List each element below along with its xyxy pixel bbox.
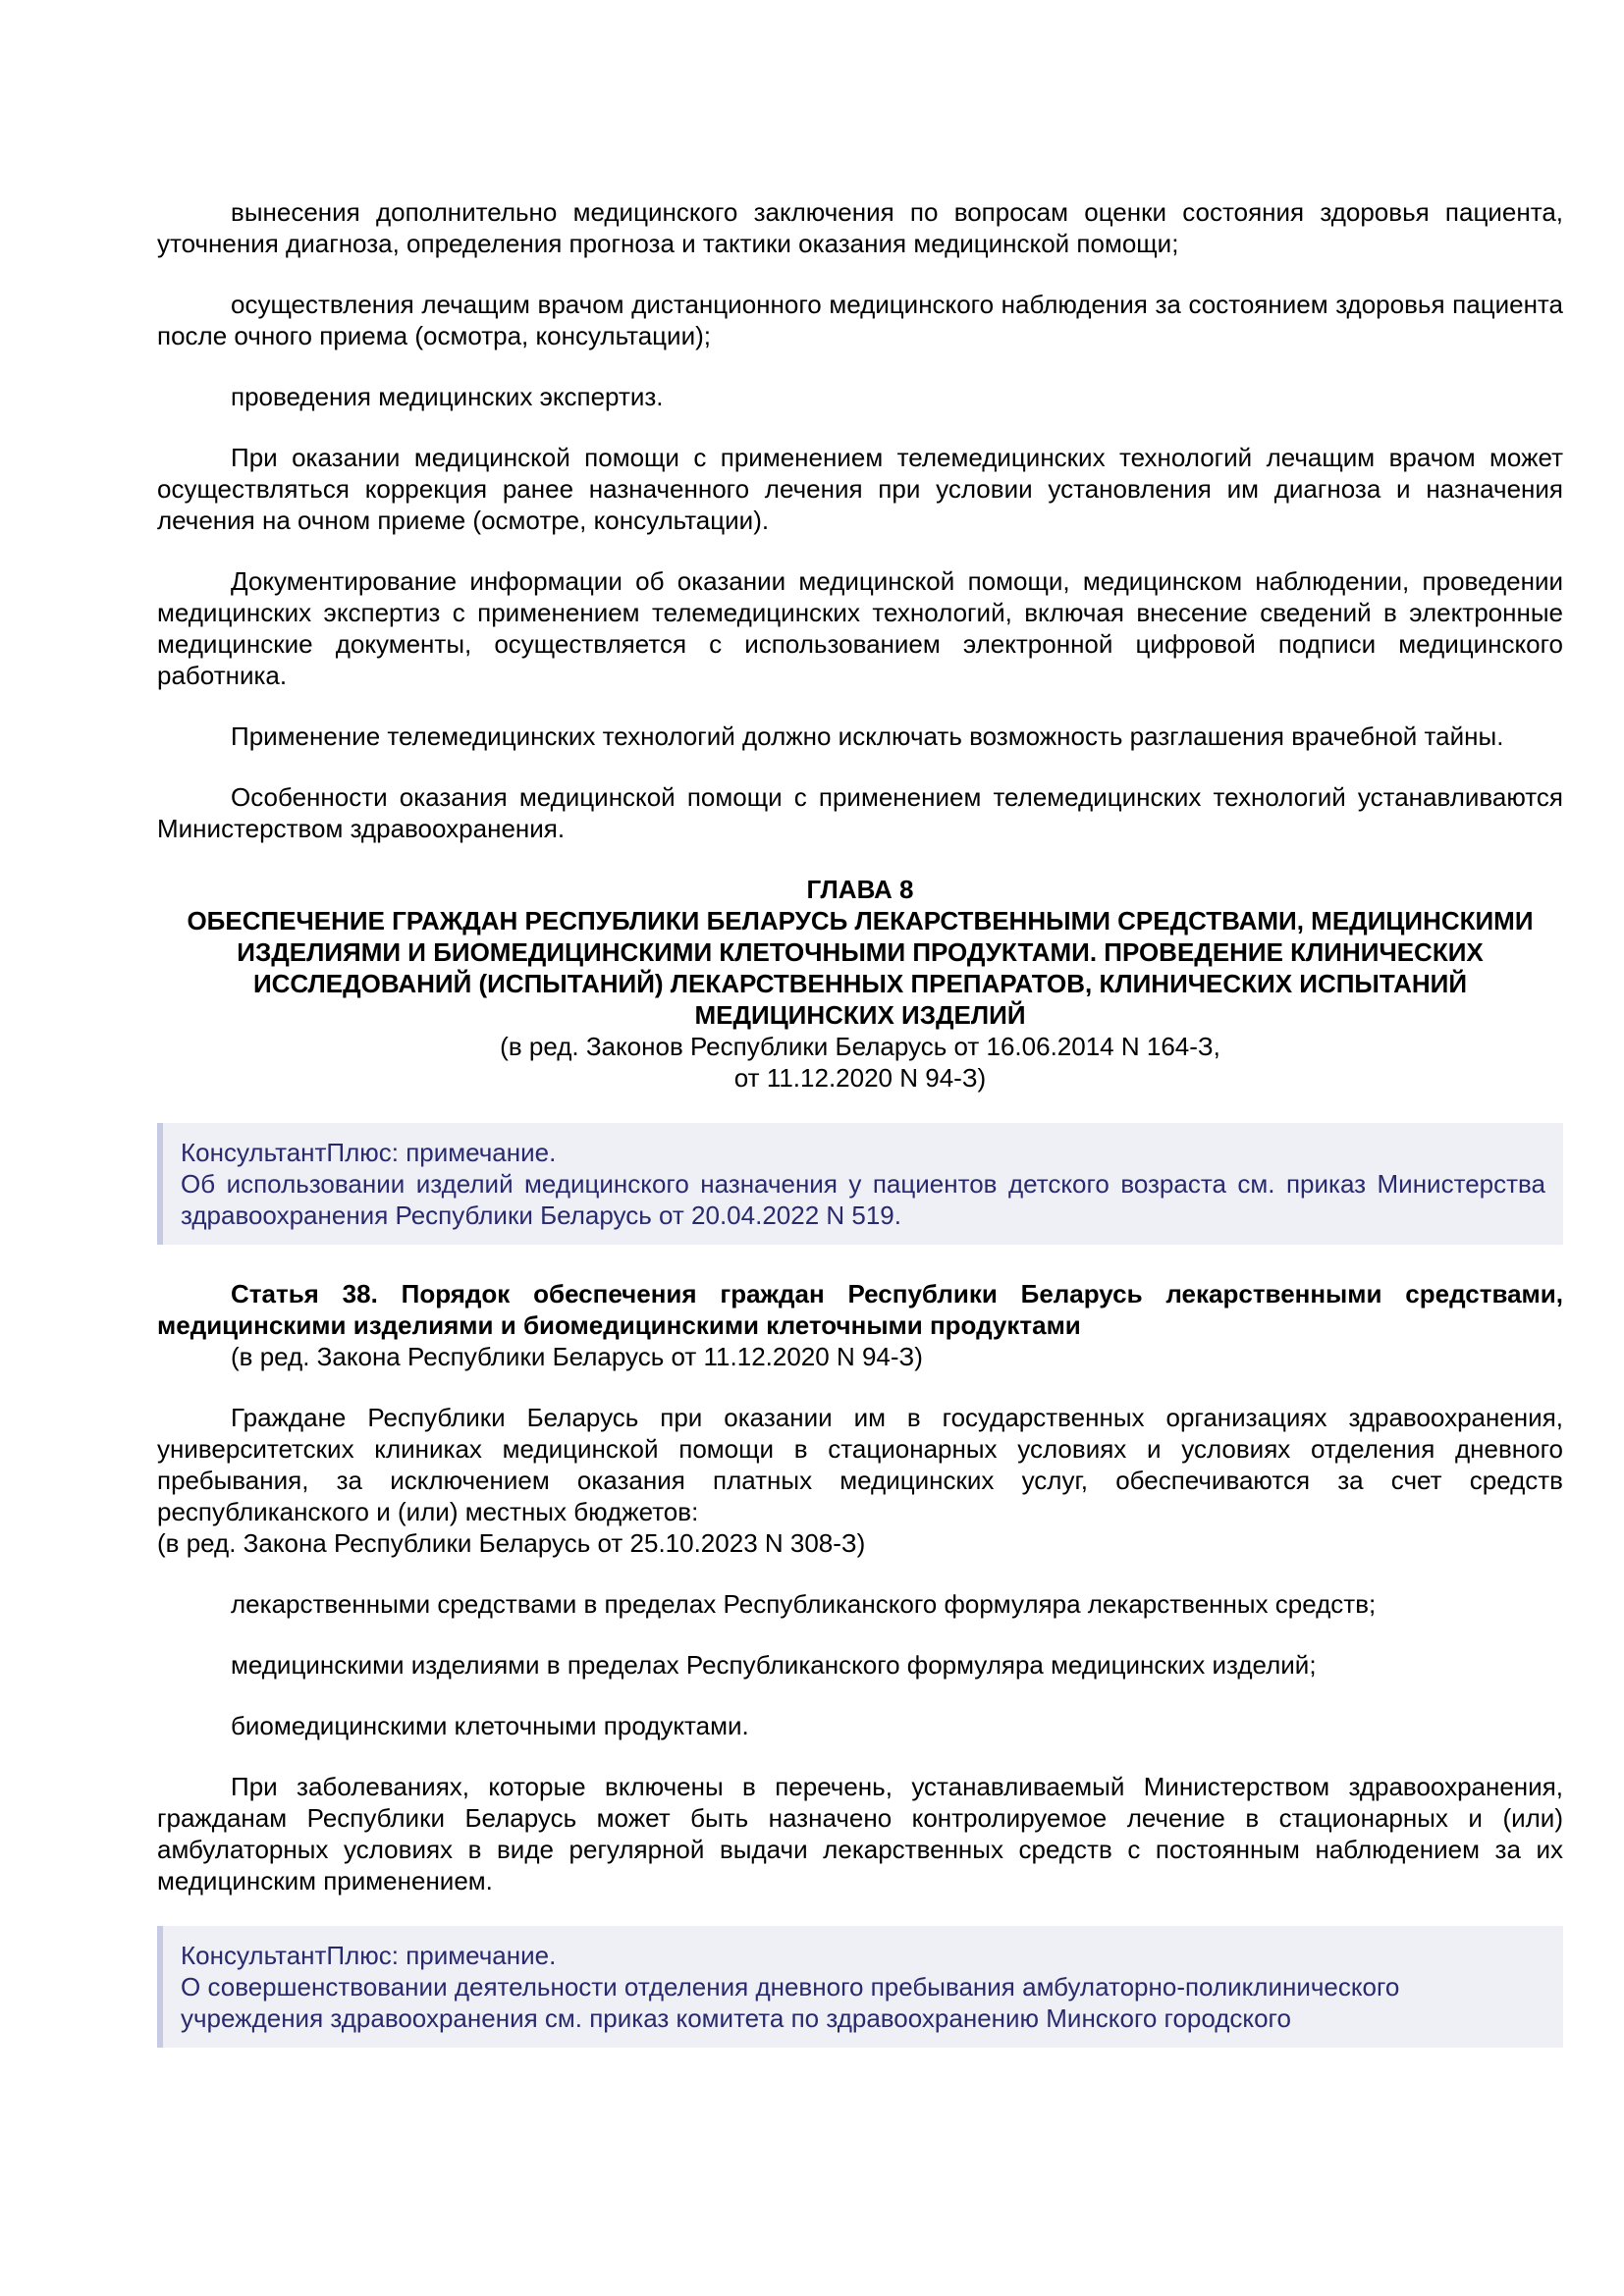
chapter-editorial-line1: (в ред. Законов Республики Беларусь от 16.06.2014 N 164-З, [500,1032,1220,1061]
note-text-link[interactable]: О совершенствовании деятельности отделения дневного пребывания амбулаторно-поликлинического [181,1972,1400,2002]
chapter-heading: ГЛАВА 8 [806,875,914,904]
paragraph: При заболеваниях, которые включены в перечень, устанавливаемый Министерством здравоохранения, гражданам Республики Беларусь может быть назначено контролируемое лечение в стационарных и (или) амбулаторных условиях в виде регулярной выдачи лекарственных средств с постоянным наблюдением за их медицинским применением. [157,1772,1563,1896]
note-label: КонсультантПлюс: примечание. [181,1138,557,1167]
article-title: Статья 38. Порядок обеспечения граждан Республики Беларусь лекарственными средствами, медицинскими изделиями и биомедицинскими клеточными продуктами [157,1279,1563,1340]
paragraph: Документирование информации об оказании медицинской помощи, медицинском наблюдении, проведении медицинских экспертиз с применением телемедицинских технологий, включая внесение сведений в электронные медицинские документы, осуществляется с использованием электронной цифровой подписи медицинского работника. [157,566,1563,690]
chapter-header [157,874,1563,1094]
paragraph: осуществления лечащим врачом дистанционного медицинского наблюдения за состоянием здоровья пациента после очного приема (осмотра, консультации); [157,290,1563,350]
note-text-link[interactable]: Об использовании изделий медицинского назначения у пациентов детского возраста см. приказ Министерства здравоохранения Республики Беларусь от 20.04.2022 N 519. [181,1169,1545,1230]
article-editorial[interactable]: (в ред. Закона Республики Беларусь от 11.12.2020 N 94-З) [231,1342,923,1371]
paragraph: Применение телемедицинских технологий должно исключать возможность разглашения врачебной тайны. [231,721,1504,751]
paragraph: Граждане Республики Беларусь при оказании им в государственных организациях здравоохранения, университетских клиниках медицинской помощи в стационарных условиях и условиях отделения дневного пребывания, за исключением оказания платных медицинских услуг, обеспечиваются за счет средств республиканского и (или) местных бюджетов: [157,1403,1563,1526]
paragraph: проведения медицинских экспертиз. [231,382,664,411]
chapter-editorial-line2: от 11.12.2020 N 94-З) [733,1063,987,1093]
list-item: медицинскими изделиями в пределах Республиканского формуляра медицинских изделий; [231,1650,1317,1680]
paragraph: вынесения дополнительно медицинского заключения по вопросам оценки состояния здоровья пациента, уточнения диагноза, определения прогноза и тактики оказания медицинской помощи; [157,197,1563,258]
consultant-note [157,1926,1563,2048]
consultant-note [157,1123,1563,1245]
paragraph-editorial[interactable]: (в ред. Закона Республики Беларусь от 25.10.2023 N 308-З) [157,1528,866,1558]
note-text-link[interactable]: учреждения здравоохранения см. приказ комитета по здравоохранению Минского городского [181,2003,1291,2033]
note-label: КонсультантПлюс: примечание. [181,1941,557,1970]
paragraph: Особенности оказания медицинской помощи с применением телемедицинских технологий устанавливаются Министерством здравоохранения. [157,782,1563,843]
list-item: лекарственными средствами в пределах Республиканского формуляра лекарственных средств; [231,1589,1377,1619]
chapter-title: ОБЕСПЕЧЕНИЕ ГРАЖДАН РЕСПУБЛИКИ БЕЛАРУСЬ ЛЕКАРСТВЕННЫМИ СРЕДСТВАМИ, МЕДИЦИНСКИМИ ИЗДЕЛИЯМИ И БИОМЕДИЦИНСКИМИ КЛЕТОЧНЫМИ ПРОДУКТАМИ. ПРОВЕДЕНИЕ КЛИНИЧЕСКИХ ИССЛЕДОВАНИЙ (ИСПЫТАНИЙ) ЛЕКАРСТВЕННЫХ ПРЕПАРАТОВ, КЛИНИЧЕСКИХ ИСПЫТАНИЙ МЕДИЦИНСКИХ ИЗДЕЛИЙ [187,906,1534,1030]
list-item: биомедицинскими клеточными продуктами. [231,1711,749,1740]
paragraph: При оказании медицинской помощи с применением телемедицинских технологий лечащим врачом может осуществляться коррекция ранее назначенного лечения при условии установления им диагноза и назначения лечения на очном приеме (осмотре, консультации). [157,443,1563,535]
document-page [157,196,1563,2048]
